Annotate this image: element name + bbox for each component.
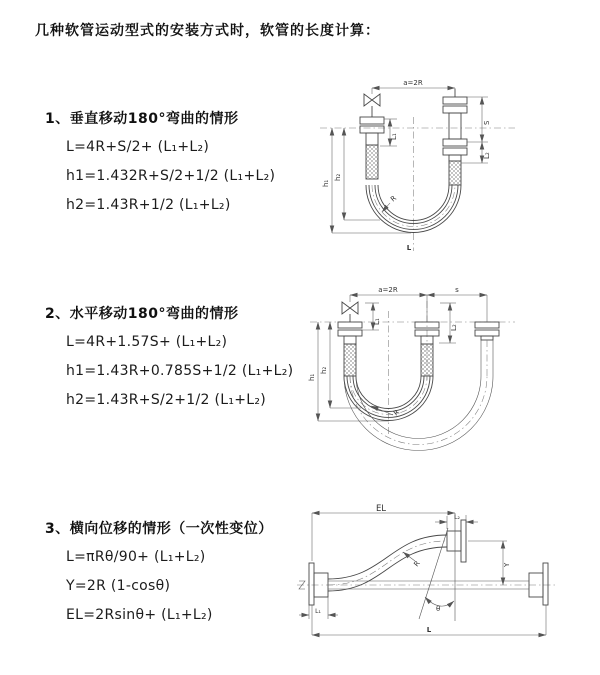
section2-heading: 2、水平移动180°弯曲的情形	[45, 306, 239, 322]
right-pipe-assembly	[475, 322, 499, 340]
upper-flange-displaced	[447, 520, 466, 562]
hose-s-curve	[328, 535, 447, 591]
right-flange-original-position	[529, 563, 548, 605]
dim-label-l1: L₁	[315, 608, 321, 615]
braided-hose-section	[344, 344, 356, 376]
left-flange	[299, 563, 328, 605]
radius-label: R	[412, 559, 422, 569]
section3-heading: 3、横向位移的情形（一次性变位）	[45, 521, 273, 537]
section1-formula-h2: h2=1.43R+1/2 (L₁+L₂)	[66, 197, 231, 213]
dim-label-s: S	[483, 120, 491, 125]
dim-label-l2: L₂	[454, 514, 460, 521]
section3-formula-L: L=πRθ/90+ (L₁+L₂)	[66, 549, 206, 565]
braided-hose-section	[421, 344, 433, 376]
section1-formula-L: L=4R+S/2+ (L₁+L₂)	[66, 139, 210, 155]
dim-label-l2: L₂	[483, 152, 491, 159]
angle-label: θ	[436, 605, 441, 613]
braided-hose-section	[366, 145, 378, 179]
centerlines	[310, 301, 515, 435]
section3-formula-EL: EL=2Rsinθ+ (L₁+L₂)	[66, 607, 213, 623]
section1-heading: 1、垂直移动180°弯曲的情形	[45, 111, 239, 127]
dim-label-y: Y	[503, 562, 511, 567]
diagram-vertical-180-bend	[310, 75, 560, 255]
diagram-horizontal-180-bend	[305, 283, 600, 460]
section2-formula-h1: h1=1.43R+0.785S+1/2 (L₁+L₂)	[66, 363, 294, 379]
dim-label-a2r: a=2R	[403, 79, 423, 87]
dim-label-el: EL	[375, 504, 387, 514]
section2-formula-L: L=4R+1.57S+ (L₁+L₂)	[66, 334, 228, 350]
dim-label-h2: h₂	[320, 366, 328, 374]
length-label: L	[406, 244, 412, 252]
left-pipe-assembly	[360, 94, 384, 179]
dim-label-l2: L₂	[450, 324, 458, 331]
dim-label-l1: L₁	[390, 133, 398, 140]
diagram-lateral-displacement	[295, 503, 595, 648]
middle-pipe-assembly	[415, 322, 439, 376]
dim-label-length: L	[426, 626, 432, 634]
dim-label-a2r: a=2R	[378, 286, 398, 294]
section3-formula-Y: Y=2R (1-cosθ)	[66, 578, 171, 594]
dimensions	[308, 286, 487, 421]
radius-label: R	[392, 408, 402, 418]
valve-icon	[342, 302, 358, 314]
dim-label-s: s	[455, 286, 459, 294]
dim-label-l1: L₁	[373, 318, 381, 325]
dim-label-h1: h₁	[308, 373, 316, 381]
dim-label-h2: h₂	[334, 173, 342, 181]
braided-hose-section	[449, 161, 461, 185]
right-pipe-assembly	[443, 89, 467, 185]
centerlines	[320, 117, 515, 251]
dimensions	[299, 504, 546, 635]
section1-formula-h1: h1=1.432R+S/2+1/2 (L₁+L₂)	[66, 168, 276, 184]
left-pipe-assembly	[338, 302, 362, 376]
dim-label-h1: h₁	[322, 179, 330, 187]
valve-icon	[364, 94, 380, 106]
section2-formula-h2: h2=1.43R+S/2+1/2 (L₁+L₂)	[66, 392, 267, 408]
radius-label: R	[389, 194, 399, 204]
page-title: 几种软管运动型式的安装方式时，软管的长度计算：	[35, 23, 380, 39]
